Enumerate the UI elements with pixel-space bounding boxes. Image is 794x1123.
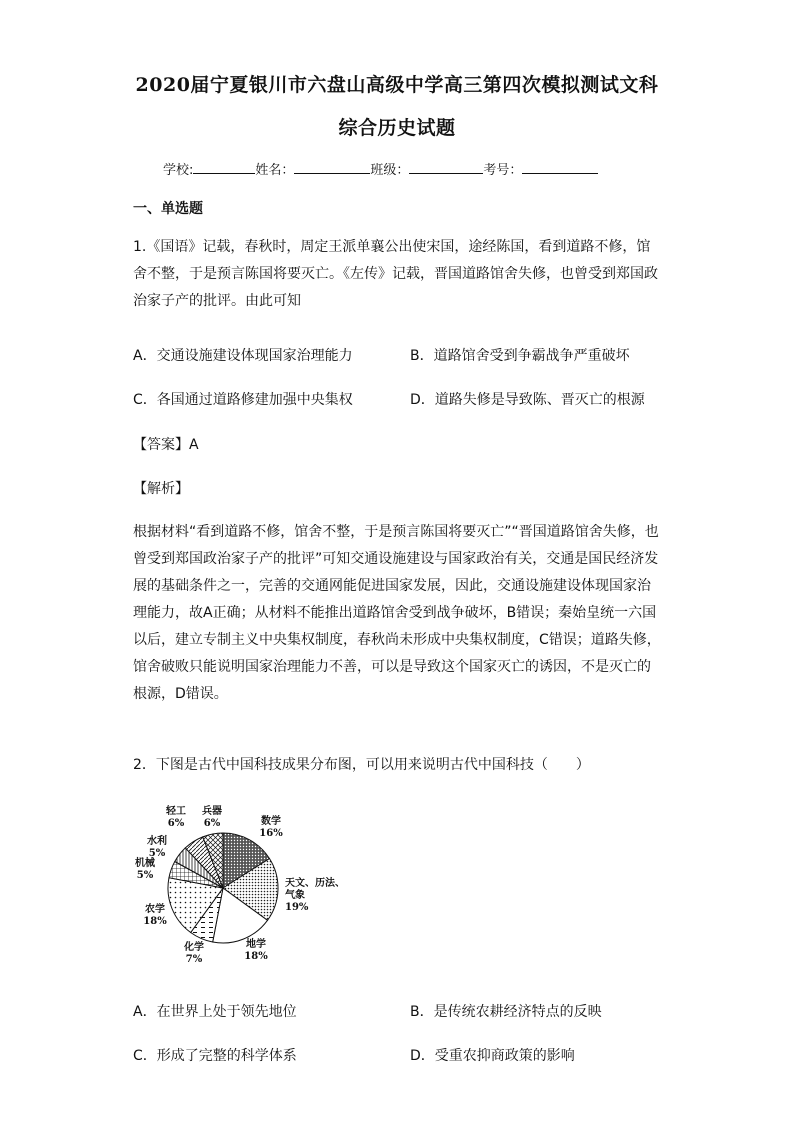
pie-category-label: 地学: [246, 939, 266, 950]
exam-no-label: 考号：: [483, 163, 523, 178]
pie-value-label: 16%: [259, 828, 283, 839]
q2-option-a: A．在世界上处于领先地位: [133, 1004, 297, 1020]
pie-category-label: 天文、历法、: [285, 878, 345, 889]
q1-analysis-text: 根据材料“看到道路不修，馆舍不整，于是预言陈国将要灭亡”“晋国道路馆舍失修，也曾受到郑国政治家子产的批评”可知交通设施建设与国家政治有关，交通是国民经济发展的基础条件之一，完善的交通网能促进国家发展，因此，交通设施建设体现国家治理能力，故A正确；从材料不能推出道路馆舍受到战争破坏，B错误；秦始皇统一六国以后，建立专制主义中央集权制度，春秋尚未形成中央集权制度，C错误；道路失修，馆舍破败只能说明国家治理能力不善，可以是导致这个国家灭亡的诱因，不是灭亡的根源，D错误。: [133, 524, 661, 702]
pie-value-label: 5%: [136, 870, 154, 881]
pie-value-label: 5%: [148, 848, 166, 859]
page-title-line2: 综合历史试题: [338, 117, 456, 139]
exam-no-blank: [522, 159, 598, 174]
q1-option-d: D．道路失修是导致陈、晋灭亡的根源: [410, 392, 645, 408]
pie-category-label: 兵器: [202, 806, 222, 817]
pie-value-label: 7%: [185, 954, 203, 965]
pie-value-label: 6%: [167, 818, 185, 829]
name-label: 姓名：: [255, 163, 295, 178]
pie-value-label: 6%: [203, 818, 221, 829]
pie-category-label: 数学: [261, 816, 281, 827]
pie-category-label: 机械: [135, 858, 155, 869]
q2-option-d: D．受重农抑商政策的影响: [410, 1048, 575, 1064]
pie-value-label: 18%: [244, 951, 268, 962]
q1-option-c: C．各国通过道路修建加强中央集权: [133, 392, 353, 408]
pie-category-label: 轻工: [166, 806, 186, 817]
class-label: 班级：: [370, 163, 410, 178]
school-blank: [193, 159, 255, 174]
page-title-line1: 2020届宁夏银川市六盘山高级中学高三第四次模拟测试文科: [135, 74, 659, 96]
question-2-text: 2．下图是古代中国科技成果分布图，可以用来说明古代中国科技（ ）: [133, 757, 590, 773]
pie-category-label: 气象: [285, 890, 305, 901]
q1-option-a: A．交通设施建设体现国家治理能力: [133, 348, 353, 364]
pie-value-label: 18%: [143, 916, 167, 927]
q1-analysis-label: 【解析】: [133, 481, 189, 497]
student-info-row: [163, 159, 598, 178]
name-blank: [294, 159, 370, 174]
pie-category-label: 农学: [145, 904, 165, 915]
class-blank: [409, 159, 483, 174]
school-label: 学校:: [163, 163, 194, 178]
section-heading: 一、单选题: [133, 201, 203, 217]
q2-option-b: B．是传统农耕经济特点的反映: [410, 1004, 602, 1020]
pie-value-label: 19%: [285, 902, 309, 913]
q2-option-c: C．形成了完整的科学体系: [133, 1048, 297, 1064]
question-1-text: 1.《国语》记载，春秋时，周定王派单襄公出使宋国，途经陈国，看到道路不修，馆舍不整，于是预言陈国将要灭亡。《左传》记载，晋国道路馆舍失修，也曾受到郑国政治家子产的批评。由此可知: [133, 239, 658, 309]
pie-category-label: 水利: [147, 836, 167, 847]
q1-answer: 【答案】A: [133, 437, 199, 453]
pie-category-label: 化学: [184, 942, 204, 953]
science-pie-chart: [128, 800, 378, 980]
q1-option-b: B．道路馆舍受到争霸战争严重破坏: [410, 348, 630, 364]
